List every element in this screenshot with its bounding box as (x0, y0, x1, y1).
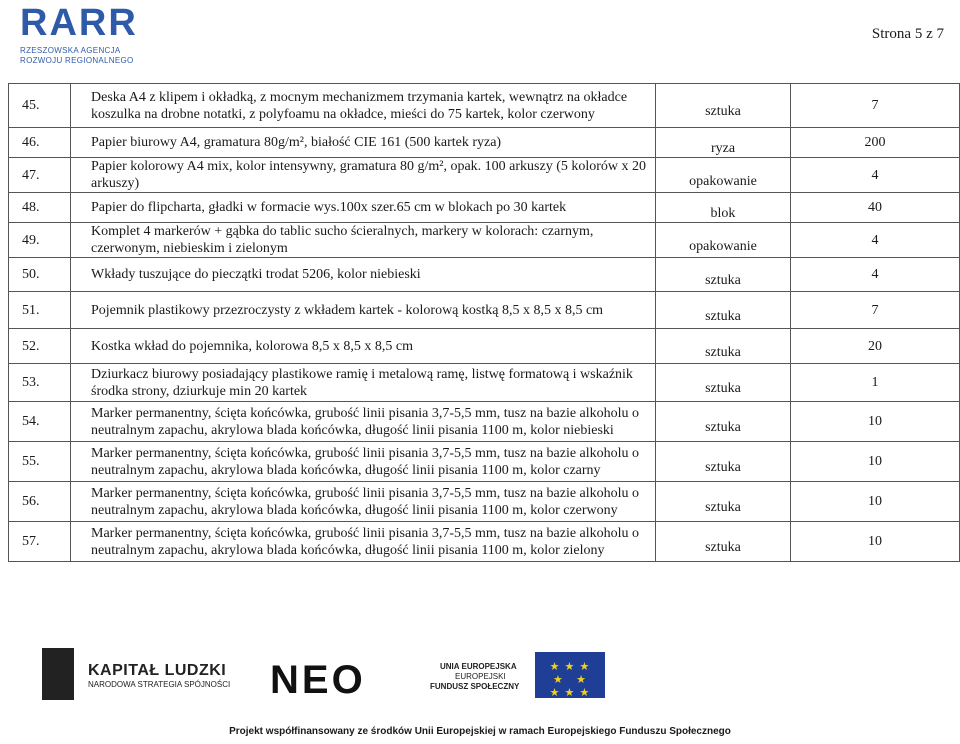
table-row (9, 329, 960, 364)
row-description: Papier kolorowy A4 mix, kolor intensywny, gramatura 80 g/m², opak. 100 arkuszy (5 kolorów x 20 arkuszy) (71, 158, 656, 193)
row-unit: sztuka (656, 522, 791, 562)
items-table (8, 83, 960, 562)
row-number: 47. (9, 158, 71, 193)
footer-logos (0, 640, 960, 710)
row-description: Pojemnik plastikowy przezroczysty z wkładem kartek - kolorową kostką 8,5 x 8,5 x 8,5 cm (71, 292, 656, 329)
row-number: 46. (9, 128, 71, 158)
row-unit: sztuka (656, 442, 791, 482)
row-description: Kostka wkład do pojemnika, kolorowa 8,5 x 8,5 x 8,5 cm (71, 329, 656, 364)
row-number: 55. (9, 442, 71, 482)
footer-text: Projekt współfinansowany ze środków Unii Europejskiej w ramach Europejskiego Funduszu Społecznego (229, 726, 731, 737)
row-quantity: 40 (791, 193, 960, 223)
kapital-ludzki-subtitle: NARODOWA STRATEGIA SPÓJNOŚCI (88, 680, 231, 689)
row-quantity: 4 (791, 223, 960, 258)
row-number: 53. (9, 364, 71, 402)
row-unit: sztuka (656, 292, 791, 329)
row-unit: blok (656, 193, 791, 223)
row-number: 45. (9, 84, 71, 128)
table-row (9, 364, 960, 402)
row-description: Papier do flipcharta, gładki w formacie wys.100x szer.65 cm w blokach po 30 kartek (71, 193, 656, 223)
table-row (9, 223, 960, 258)
row-description: Marker permanentny, ścięta końcówka, grubość linii pisania 3,7-5,5 mm, tusz na bazie alkoholu o neutralnym zapachu, akrylowa blada końcówka, długość linii pisania 1100 m, kolor czarny (71, 442, 656, 482)
row-unit: opakowanie (656, 223, 791, 258)
kapital-ludzki-title: KAPITAŁ LUDZKI (88, 662, 227, 679)
eu-stars-icon: ★ ★ ★ ★ ★ ★ ★ ★ (549, 661, 591, 699)
ue-label-2: EUROPEJSKI (455, 672, 506, 681)
row-description: Dziurkacz biurowy posiadający plastikowe ramię i metalową ramę, listwę formatową i wskaźnik środka strony, dziurkuje min 20 kartek (71, 364, 656, 402)
row-number: 48. (9, 193, 71, 223)
row-quantity: 4 (791, 258, 960, 292)
row-description: Komplet 4 markerów + gąbka do tablic sucho ścieralnych, markery w kolorach: czarnym, czerwonym, niebieskim i zielonym (71, 223, 656, 258)
row-description: Papier biurowy A4, gramatura 80g/m², białość CIE 161 (500 kartek ryza) (71, 128, 656, 158)
kapital-ludzki-mark-icon (42, 648, 74, 700)
logo-subtitle-1: RZESZOWSKA AGENCJA (20, 46, 121, 55)
row-quantity: 10 (791, 442, 960, 482)
table-row (9, 193, 960, 223)
row-number: 51. (9, 292, 71, 329)
table-row (9, 402, 960, 442)
row-unit: ryza (656, 128, 791, 158)
row-unit: sztuka (656, 402, 791, 442)
row-description: Wkłady tuszujące do pieczątki trodat 5206, kolor niebieski (71, 258, 656, 292)
row-quantity: 10 (791, 402, 960, 442)
row-quantity: 7 (791, 292, 960, 329)
rarr-logo (20, 2, 138, 66)
row-number: 50. (9, 258, 71, 292)
row-quantity: 200 (791, 128, 960, 158)
logo-subtitle-2: ROZWOJU REGIONALNEGO (20, 56, 134, 65)
table-row (9, 84, 960, 128)
row-quantity: 10 (791, 522, 960, 562)
row-number: 52. (9, 329, 71, 364)
table-row (9, 522, 960, 562)
ue-label-3: FUNDUSZ SPOŁECZNY (430, 682, 520, 691)
row-number: 56. (9, 482, 71, 522)
row-quantity: 1 (791, 364, 960, 402)
row-number: 54. (9, 402, 71, 442)
row-description: Marker permanentny, ścięta końcówka, grubość linii pisania 3,7-5,5 mm, tusz na bazie alkoholu o neutralnym zapachu, akrylowa blada końcówka, długość linii pisania 1100 m, kolor czerwony (71, 482, 656, 522)
row-quantity: 10 (791, 482, 960, 522)
ue-label-1: UNIA EUROPEJSKA (440, 662, 517, 671)
row-unit: sztuka (656, 364, 791, 402)
table-row (9, 258, 960, 292)
row-unit: opakowanie (656, 158, 791, 193)
row-description: Marker permanentny, ścięta końcówka, grubość linii pisania 3,7-5,5 mm, tusz na bazie alkoholu o neutralnym zapachu, akrylowa blada końcówka, długość linii pisania 1100 m, kolor niebieski (71, 402, 656, 442)
row-description: Deska A4 z klipem i okładką, z mocnym mechanizmem trzymania kartek, wewnątrz na okładce koszulka na drobne notatki, z polyfoamu na okładce, mieści do 75 kartek, kolor czerwony (71, 84, 656, 128)
row-unit: sztuka (656, 258, 791, 292)
row-unit: sztuka (656, 329, 791, 364)
row-quantity: 7 (791, 84, 960, 128)
row-description: Marker permanentny, ścięta końcówka, grubość linii pisania 3,7-5,5 mm, tusz na bazie alkoholu o neutralnym zapachu, akrylowa blada końcówka, długość linii pisania 1100 m, kolor zielony (71, 522, 656, 562)
neo-logo: NEO (270, 658, 366, 702)
row-number: 49. (9, 223, 71, 258)
row-unit: sztuka (656, 482, 791, 522)
row-quantity: 4 (791, 158, 960, 193)
table-row (9, 482, 960, 522)
table-row (9, 442, 960, 482)
row-quantity: 20 (791, 329, 960, 364)
table-row (9, 128, 960, 158)
page-number: Strona 5 z 7 (871, 26, 944, 42)
row-unit: sztuka (656, 84, 791, 128)
table-row (9, 292, 960, 329)
logo-text: RARR (20, 2, 138, 44)
table-row (9, 158, 960, 193)
row-number: 57. (9, 522, 71, 562)
